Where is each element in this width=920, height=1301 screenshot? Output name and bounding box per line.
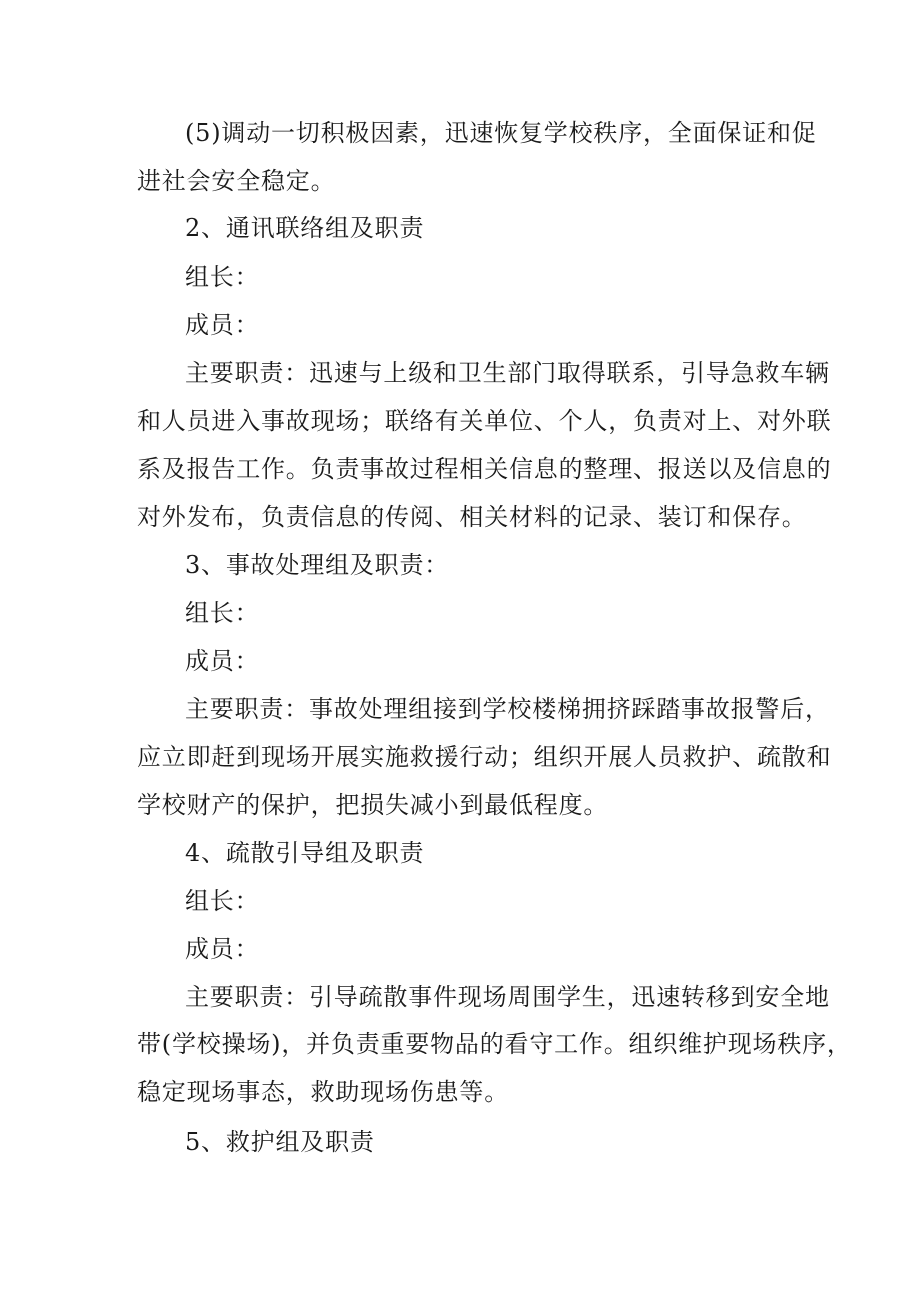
paragraph-line: 稳定现场事态，救助现场伤患等。 xyxy=(137,1078,509,1106)
members-label: 成员： xyxy=(185,311,260,339)
paragraph-line: 对外发布，负责信息的传阅、相关材料的记录、装订和保存。 xyxy=(137,503,807,531)
paragraph-line: 进社会安全稳定。 xyxy=(137,167,336,195)
paragraph-line: 主要职责：事故处理组接到学校楼梯拥挤踩踏事故报警后， xyxy=(185,695,830,723)
paragraph-line: 带(学校操场)，并负责重要物品的看守工作。组织维护现场秩序， xyxy=(137,1030,852,1058)
members-label: 成员： xyxy=(185,647,260,675)
section-heading: 4、疏散引导组及职责 xyxy=(185,839,425,867)
paragraph-line: 系及报告工作。负责事故过程相关信息的整理、报送以及信息的 xyxy=(137,455,832,483)
section-heading: 2、通讯联络组及职责 xyxy=(185,214,425,242)
section-heading: 5、救护组及职责 xyxy=(185,1128,375,1156)
paragraph-line: (5)调动一切积极因素，迅速恢复学校秩序，全面保证和促 xyxy=(185,119,817,147)
paragraph-line: 学校财产的保护，把损失减小到最低程度。 xyxy=(137,791,609,819)
paragraph-line: 主要职责：迅速与上级和卫生部门取得联系，引导急救车辆 xyxy=(185,359,830,387)
members-label: 成员： xyxy=(185,935,260,963)
leader-label: 组长： xyxy=(185,599,260,627)
leader-label: 组长： xyxy=(185,263,260,291)
paragraph-line: 应立即赶到现场开展实施救援行动；组织开展人员救护、疏散和 xyxy=(137,743,832,771)
paragraph-line: 和人员进入事故现场；联络有关单位、个人，负责对上、对外联 xyxy=(137,407,832,435)
section-heading: 3、事故处理组及职责： xyxy=(185,551,450,579)
leader-label: 组长： xyxy=(185,887,260,915)
paragraph-line: 主要职责：引导疏散事件现场周围学生，迅速转移到安全地 xyxy=(185,983,830,1011)
